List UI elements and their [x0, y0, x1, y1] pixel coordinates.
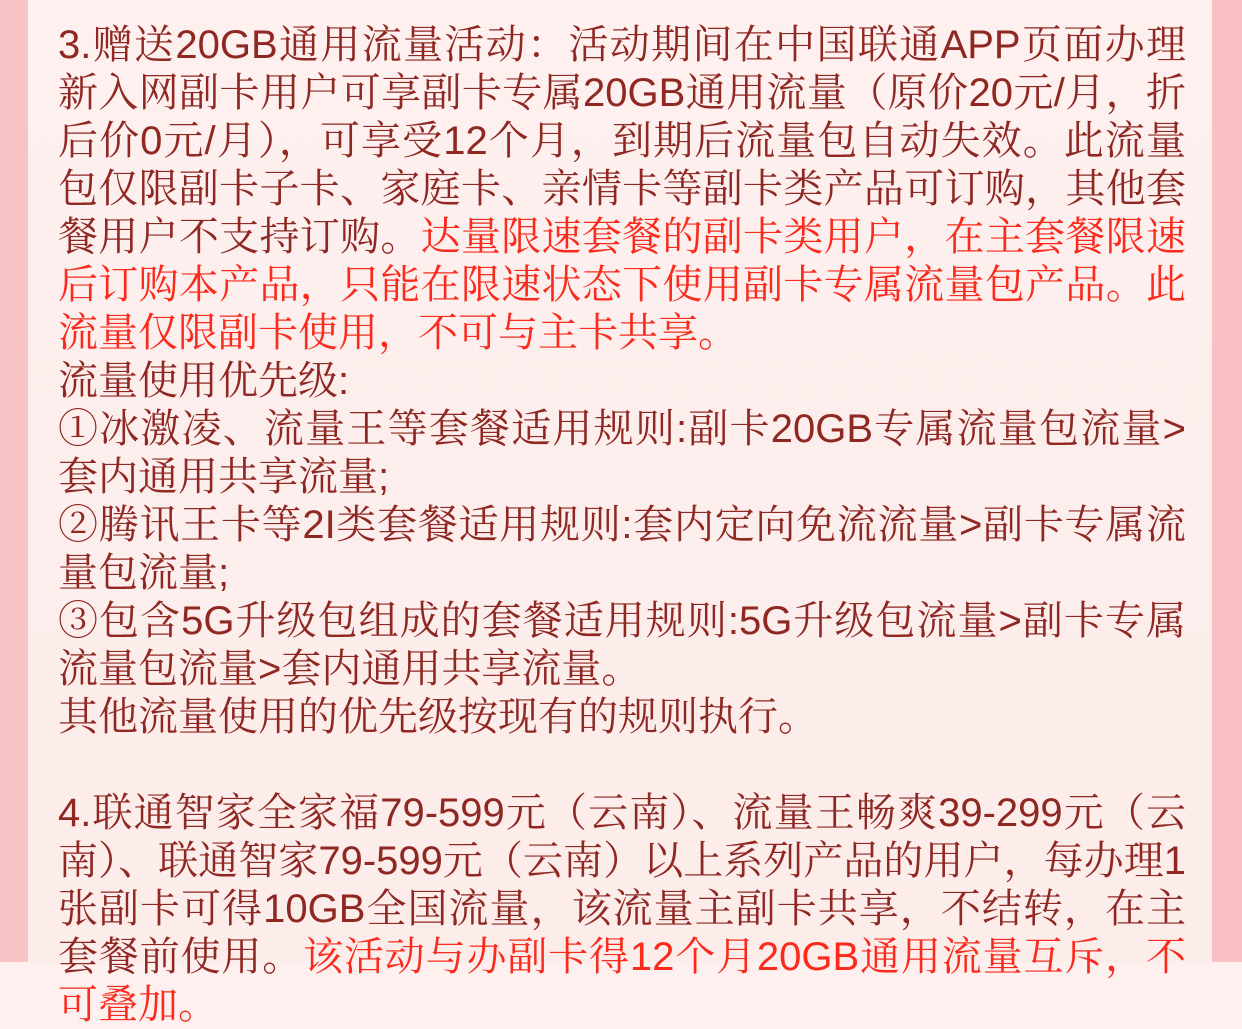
priority-rule-1: ①冰激凌、流量王等套餐适用规则:副卡20GB专属流量包流量>套内通用共享流量;	[58, 407, 1186, 499]
priority-rule-2: ②腾讯王卡等2I类套餐适用规则:套内定向免流流量>副卡专属流量包流量;	[58, 503, 1186, 595]
data-priority-title: 流量使用优先级:	[58, 359, 350, 403]
priority-footnote: 其他流量使用的优先级按现有的规则执行。	[58, 695, 818, 739]
clause-4-paragraph	[58, 789, 1186, 1029]
priority-rule-3: ③包含5G升级包组成的套餐适用规则:5G升级包流量>副卡专属流量包流量>套内通用共享流量。	[58, 599, 1186, 691]
clause-3-paragraph	[58, 21, 1186, 357]
clause-3-text: 3.赠送20GB通用流量活动：活动期间在中国联通APP页面办理新入网副卡用户可享副卡专属20GB通用流量（原价20元/月，折后价0元/月），可享受12个月，到期后流量包自动失效。此流量包仅限副卡子卡、家庭卡、亲情卡等副卡类产品可订购，其他套餐用户不支持订购。	[58, 23, 1186, 259]
clause-3-highlight-text: 达量限速套餐的副卡类用户，在主套餐限速后订购本产品，只能在限速状态下使用副卡专属流量包产品。此流量仅限副卡使用，不可与主卡共享。	[58, 215, 1187, 355]
right-edge-stripe	[1212, 0, 1242, 962]
promo-terms-content	[58, 21, 1186, 1029]
clause-4-highlight-text: 该活动与办副卡得12个月20GB通用流量互斥，不可叠加。	[58, 935, 1186, 1027]
clause-4-text: 4.联通智家全家福79-599元（云南）、流量王畅爽39-299元（云南）、联通智家79-599元（云南）以上系列产品的用户，每办理1张副卡可得10GB全国流量，该流量主副卡共享，不结转，在主套餐前使用。	[58, 791, 1186, 979]
left-edge-stripe	[0, 0, 28, 962]
